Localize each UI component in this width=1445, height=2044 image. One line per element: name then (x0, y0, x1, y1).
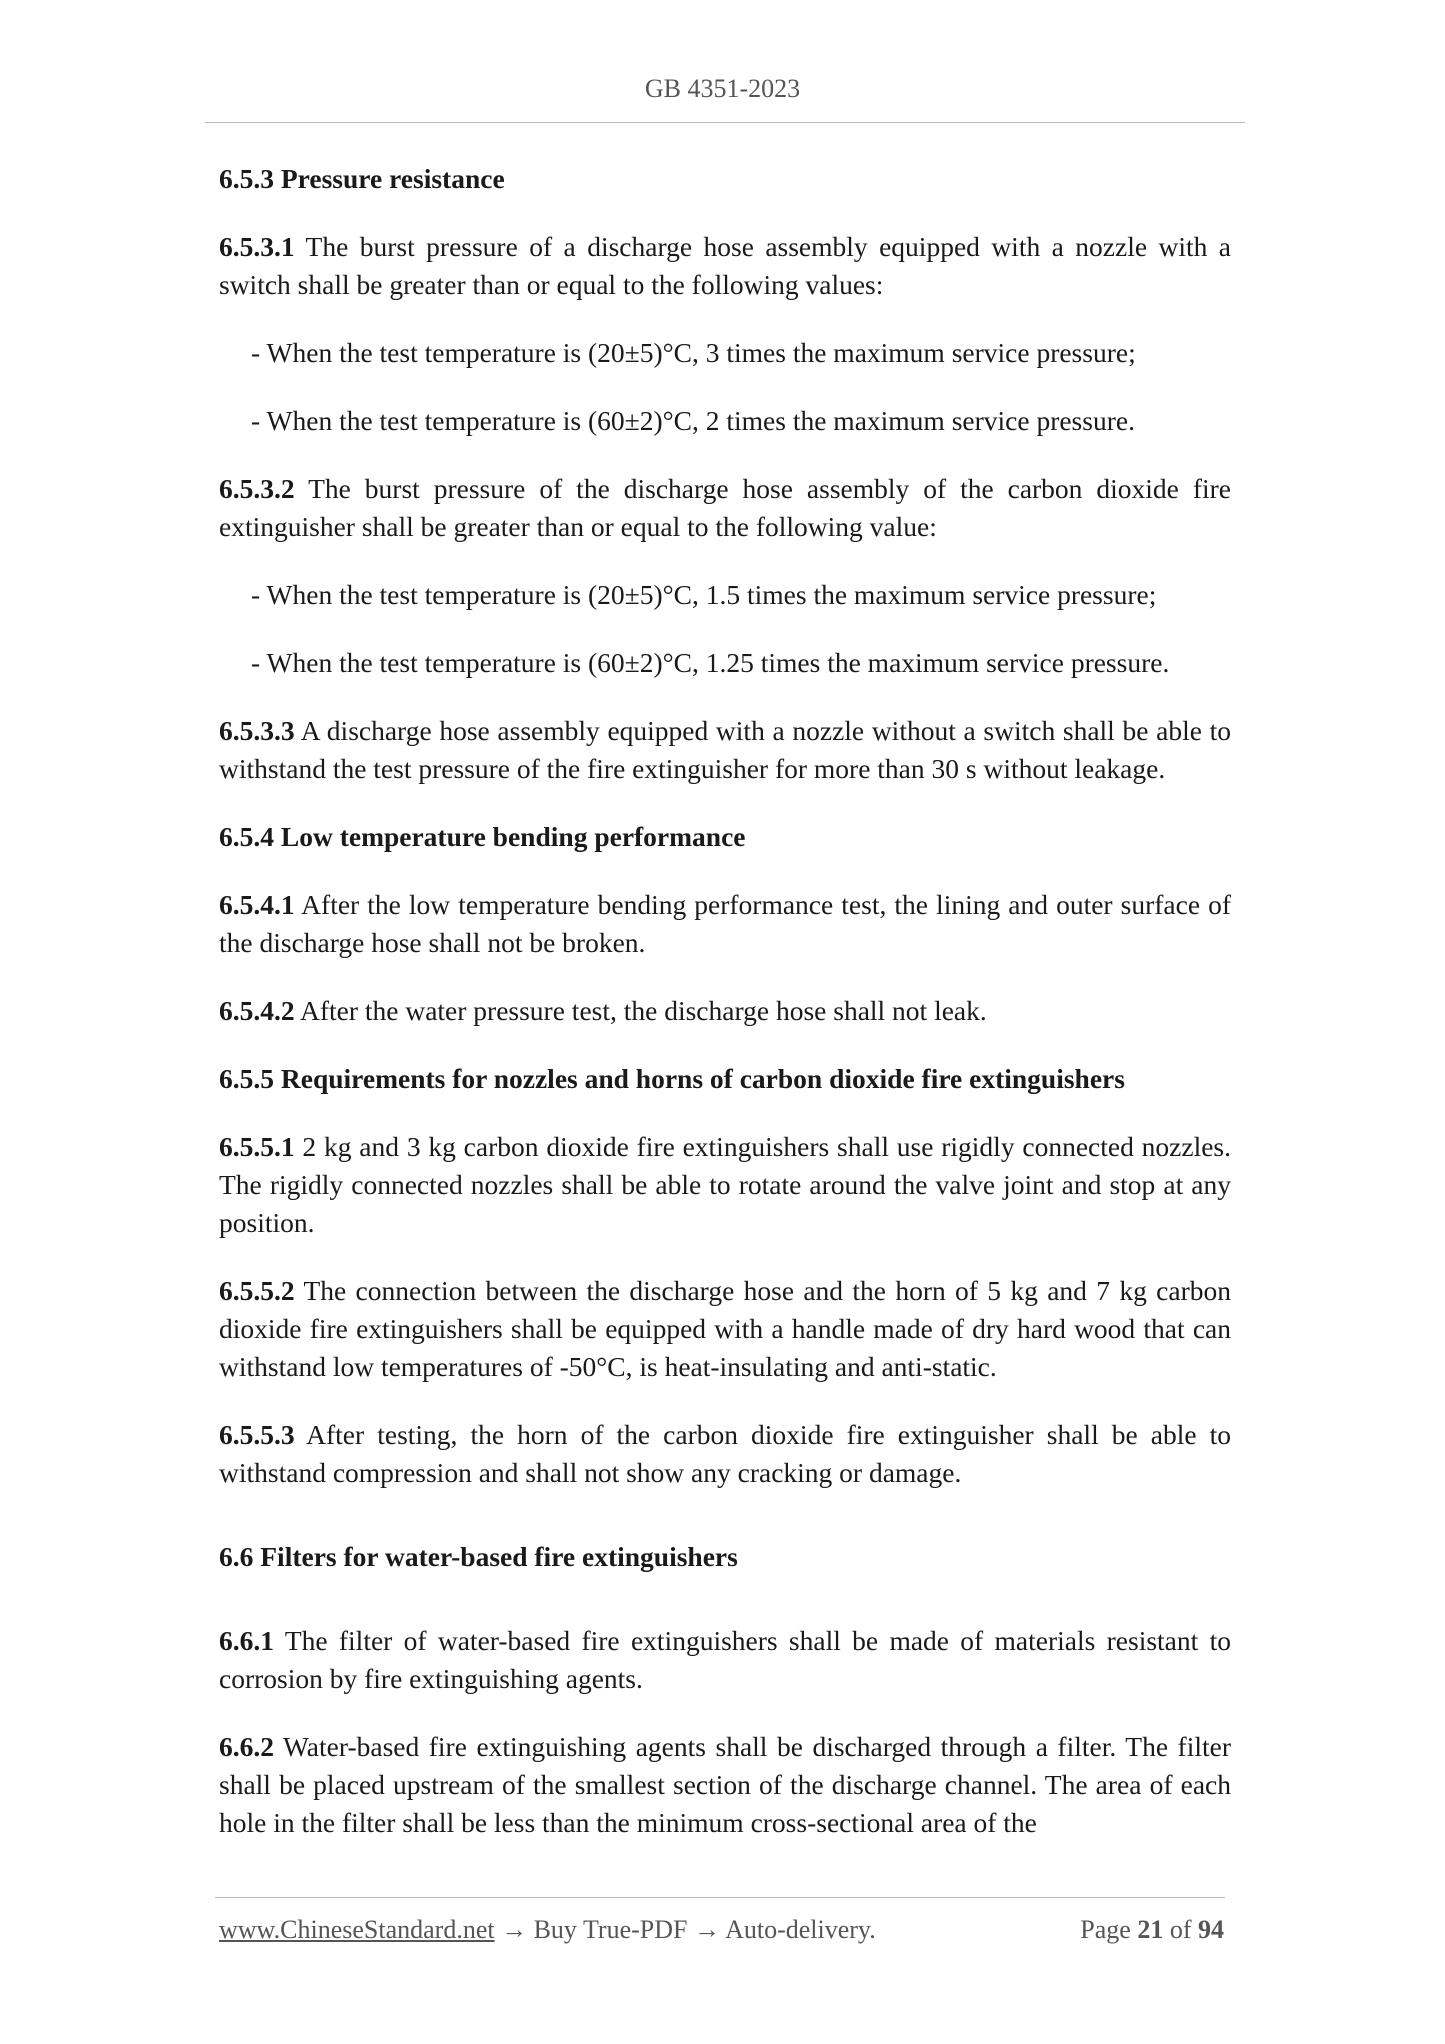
clause-text: The filter of water-based fire extinguishers shall be made of materials resistant to corrosion by fire extinguishing agents. (219, 1625, 1231, 1694)
page-indicator (1080, 1915, 1224, 1945)
footer-divider (215, 1897, 1225, 1898)
clause-6-6-2 (219, 1728, 1231, 1842)
clause-6-6-1 (219, 1622, 1231, 1698)
clause-number: 6.5.3.1 (219, 231, 295, 262)
clause-number: 6.6.1 (219, 1625, 274, 1656)
clause-text: The burst pressure of the discharge hose assembly of the carbon dioxide fire extinguisher shall be greater than or equal to the following value: (219, 473, 1231, 542)
clause-6-5-5-1 (219, 1128, 1231, 1242)
arrow-icon: → (494, 1915, 534, 1944)
list-item: - When the test temperature is (20±5)°C, 3 times the maximum service pressure; (251, 337, 1136, 368)
section-heading-6-5-3: 6.5.3 Pressure resistance (219, 163, 505, 194)
clause-number: 6.6.2 (219, 1731, 274, 1762)
page-label: Page (1080, 1915, 1138, 1944)
page-header-title: GB 4351-2023 (644, 74, 801, 103)
list-item: - When the test temperature is (20±5)°C, 1.5 times the maximum service pressure; (251, 579, 1157, 610)
clause-text: The connection between the discharge hose and the horn of 5 kg and 7 kg carbon dioxide fire extinguishers shall be equipped with a handle made of dry hard wood that can withstand low temperatures of -50°C, is heat-insulating and anti-static. (219, 1275, 1231, 1382)
clause-6-5-3-3 (219, 712, 1231, 788)
clause-text: Water-based fire extinguishing agents shall be discharged through a filter. The filter shall be placed upstream of the smallest section of the discharge channel. The area of each hole in the filter shall be less than the minimum cross-sectional area of the (219, 1731, 1231, 1838)
section-heading-6-5-5: 6.5.5 Requirements for nozzles and horns of carbon dioxide fire extinguishers (219, 1063, 1125, 1094)
clause-text: After the low temperature bending performance test, the lining and outer surface of the discharge hose shall not be broken. (219, 889, 1231, 958)
section-heading-6-6: 6.6 Filters for water-based fire extinguishers (219, 1541, 738, 1572)
list-item: - When the test temperature is (60±2)°C, 1.25 times the maximum service pressure. (251, 647, 1170, 678)
clause-6-5-4-1 (219, 886, 1231, 962)
total-pages-number: 94 (1198, 1915, 1224, 1944)
current-page-number: 21 (1137, 1915, 1164, 1944)
arrow-icon: → (687, 1915, 726, 1944)
clause-6-5-4-2 (219, 992, 1231, 1030)
clause-6-5-3-2 (219, 470, 1231, 546)
clause-number: 6.5.5.3 (219, 1419, 295, 1450)
header-divider (205, 122, 1245, 123)
clause-text: After the water pressure test, the discharge hose shall not leak. (294, 995, 987, 1026)
clause-text: After testing, the horn of the carbon dioxide fire extinguisher shall be able to withstand compression and shall not show any cracking or damage. (219, 1419, 1231, 1488)
clause-number: 6.5.4.2 (219, 995, 295, 1026)
footer-promo (219, 1915, 876, 1945)
website-link[interactable]: www.ChineseStandard.net (219, 1915, 495, 1944)
section-heading-6-5-4: 6.5.4 Low temperature bending performance (219, 821, 746, 852)
clause-6-5-3-1 (219, 228, 1231, 304)
clause-text: The burst pressure of a discharge hose assembly equipped with a nozzle with a switch shall be greater than or equal to the following values: (219, 231, 1231, 300)
clause-number: 6.5.3.2 (219, 473, 295, 504)
list-item: - When the test temperature is (60±2)°C, 2 times the maximum service pressure. (251, 405, 1135, 436)
of-label: of (1163, 1915, 1198, 1944)
clause-number: 6.5.5.1 (219, 1131, 295, 1162)
clause-number: 6.5.5.2 (219, 1275, 295, 1306)
document-body (219, 160, 1231, 1842)
clause-text: 2 kg and 3 kg carbon dioxide fire extinguishers shall use rigidly connected nozzles. The rigidly connected nozzles shall be able to rotate around the valve joint and stop at any position. (219, 1131, 1231, 1238)
clause-6-5-5-3 (219, 1416, 1231, 1492)
clause-text: A discharge hose assembly equipped with a nozzle without a switch shall be able to withstand the test pressure of the fire extinguisher for more than 30 s without leakage. (219, 715, 1231, 784)
clause-number: 6.5.4.1 (219, 889, 295, 920)
clause-number: 6.5.3.3 (219, 715, 295, 746)
buy-pdf-text: Buy True-PDF (533, 1915, 688, 1944)
clause-6-5-5-2 (219, 1272, 1231, 1386)
auto-delivery-text: Auto-delivery. (725, 1915, 876, 1944)
